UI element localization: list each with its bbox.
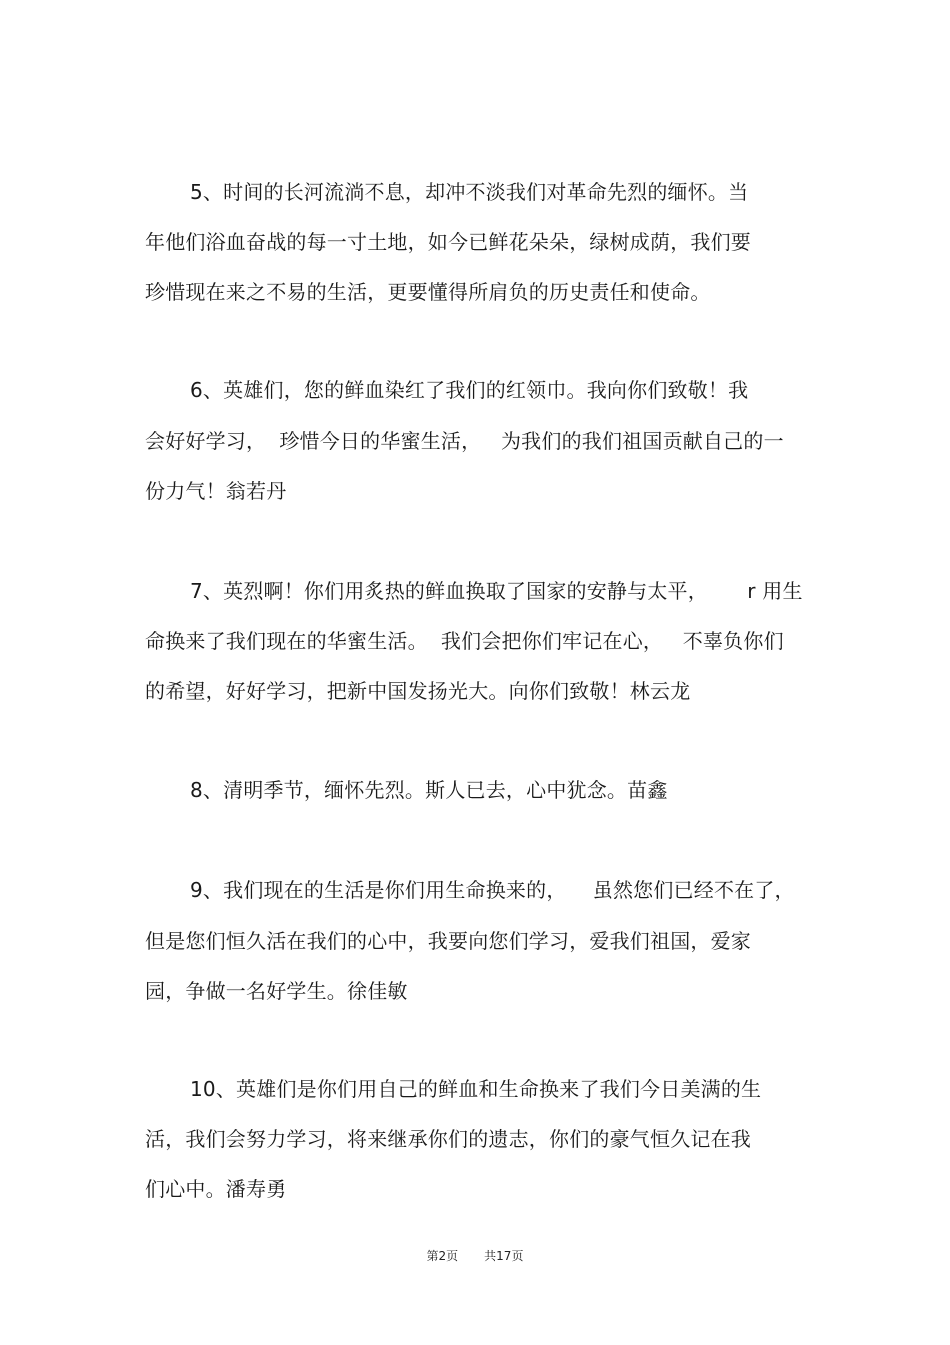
paragraph-7-line-2: 命换来了我们现在的华蜜生活。 我们会把你们牢记在心， 不辜负你们	[145, 629, 784, 653]
paragraph-9-line-1: 9、我们现在的生活是你们用生命换来的， 虽然您们已经不在了，	[190, 878, 795, 902]
paragraph-6-line-3: 份力气！翁若丹	[145, 479, 287, 503]
page-total: 共17页	[484, 1249, 524, 1263]
page-number: 第2页	[426, 1249, 459, 1263]
paragraph-10-line-1: 10、英雄们是你们用自己的鲜血和生命换来了我们今日美满的生	[190, 1077, 762, 1101]
page-footer	[0, 1248, 950, 1264]
paragraph-6-line-2: 会好好学习， 珍惜今日的华蜜生活， 为我们的我们祖国贡献自己的一	[145, 429, 784, 453]
paragraph-9-line-2: 但是您们恒久活在我们的心中，我要向您们学习，爱我们祖国，爱家	[145, 929, 751, 953]
paragraph-9-line-3: 园，争做一名好学生。徐佳敏	[145, 979, 408, 1003]
paragraph-5-line-1: 5、时间的长河流淌不息，却冲不淡我们对革命先烈的缅怀。当	[190, 180, 749, 204]
paragraph-5-line-2: 年他们浴血奋战的每一寸土地，如今已鲜花朵朵，绿树成荫，我们要	[145, 230, 751, 254]
paragraph-10-line-3: 们心中。潘寿勇	[145, 1177, 287, 1201]
paragraph-7-line-3: 的希望，好好学习，把新中国发扬光大。向你们致敬！林云龙	[145, 679, 691, 703]
paragraph-7-line-1: 7、英烈啊！你们用炙热的鲜血换取了国家的安静与太平， r 用生	[190, 579, 803, 603]
paragraph-10-line-2: 活，我们会努力学习，将来继承你们的遗志，你们的豪气恒久记在我	[145, 1127, 751, 1151]
paragraph-5-line-3: 珍惜现在来之不易的生活，更要懂得所肩负的历史责任和使命。	[145, 280, 711, 304]
paragraph-6-line-1: 6、英雄们，您的鲜血染红了我们的红领巾。我向你们致敬！我	[190, 378, 749, 402]
paragraph-8-line-1: 8、清明季节，缅怀先烈。斯人已去，心中犹念。苗鑫	[190, 778, 668, 802]
